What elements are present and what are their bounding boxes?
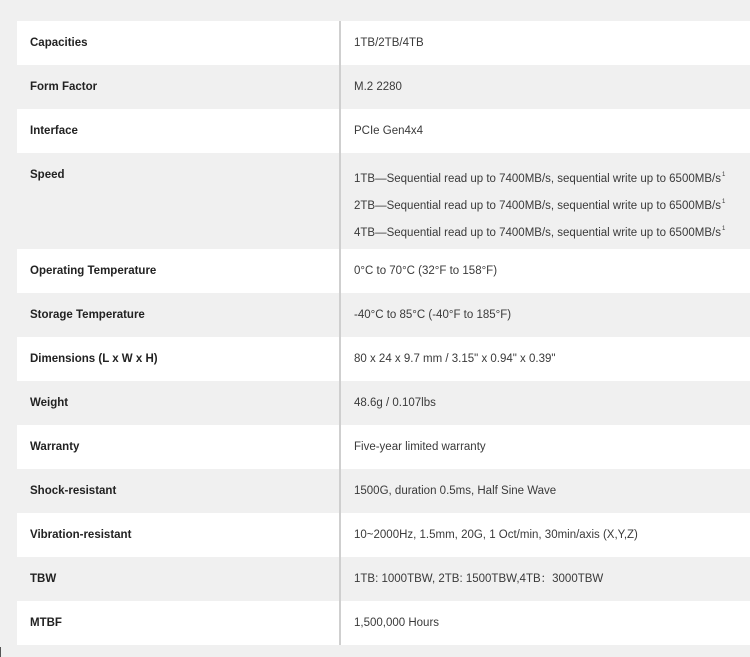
- spec-label: Dimensions (L x W x H): [17, 337, 340, 381]
- spec-value: [340, 153, 750, 249]
- speed-line-text: 1TB—Sequential read up to 7400MB/s, sequential write up to 6500MB/s: [354, 173, 721, 185]
- spec-label: Speed: [17, 153, 340, 249]
- footnote-marker: 1: [721, 199, 726, 205]
- spec-label: Form Factor: [17, 65, 340, 109]
- spec-value: 1TB/2TB/4TB: [340, 21, 750, 65]
- spec-row-speed: [17, 153, 750, 249]
- spec-row-dimensions: [17, 337, 750, 381]
- spec-label: Operating Temperature: [17, 249, 340, 293]
- spec-row-storage-temperature: [17, 293, 750, 337]
- spec-value: 0°C to 70°C (32°F to 158°F): [340, 249, 750, 293]
- footnote-marker: 1: [721, 172, 726, 178]
- spec-value: PCIe Gen4x4: [340, 109, 750, 153]
- spec-row-shock-resistant: [17, 469, 750, 513]
- spec-value: M.2 2280: [340, 65, 750, 109]
- spec-table: [17, 21, 750, 645]
- footnote-marker: 1: [721, 226, 726, 232]
- spec-label: Storage Temperature: [17, 293, 340, 337]
- spec-value: Five-year limited warranty: [340, 425, 750, 469]
- spec-label: TBW: [17, 557, 340, 601]
- spec-row-interface: [17, 109, 750, 153]
- spec-value: -40°C to 85°C (-40°F to 185°F): [340, 293, 750, 337]
- spec-row-tbw: [17, 557, 750, 601]
- spec-row-vibration-resistant: [17, 513, 750, 557]
- spec-value: 10~2000Hz, 1.5mm, 20G, 1 Oct/min, 30min/axis (X,Y,Z): [340, 513, 750, 557]
- spec-label: Warranty: [17, 425, 340, 469]
- speed-line: [354, 168, 750, 195]
- speed-line: [354, 222, 750, 249]
- spec-row-form-factor: [17, 65, 750, 109]
- spec-label: Weight: [17, 381, 340, 425]
- spec-row-capacities: [17, 21, 750, 65]
- spec-value: 1TB: 1000TBW, 2TB: 1500TBW,4TB：3000TBW: [340, 557, 750, 601]
- speed-line: [354, 195, 750, 222]
- spec-value: 48.6g / 0.107lbs: [340, 381, 750, 425]
- spec-value: 1500G, duration 0.5ms, Half Sine Wave: [340, 469, 750, 513]
- edge-marker: [0, 647, 1, 657]
- spec-row-weight: [17, 381, 750, 425]
- spec-value: 1,500,000 Hours: [340, 601, 750, 645]
- speed-line-text: 2TB—Sequential read up to 7400MB/s, sequential write up to 6500MB/s: [354, 200, 721, 212]
- spec-row-operating-temperature: [17, 249, 750, 293]
- spec-label: Capacities: [17, 21, 340, 65]
- spec-label: Vibration-resistant: [17, 513, 340, 557]
- speed-line-text: 4TB—Sequential read up to 7400MB/s, sequential write up to 6500MB/s: [354, 227, 721, 239]
- spec-label: MTBF: [17, 601, 340, 645]
- spec-label: Shock-resistant: [17, 469, 340, 513]
- spec-value: 80 x 24 x 9.7 mm / 3.15" x 0.94" x 0.39": [340, 337, 750, 381]
- spec-row-mtbf: [17, 601, 750, 645]
- spec-row-warranty: [17, 425, 750, 469]
- spec-label: Interface: [17, 109, 340, 153]
